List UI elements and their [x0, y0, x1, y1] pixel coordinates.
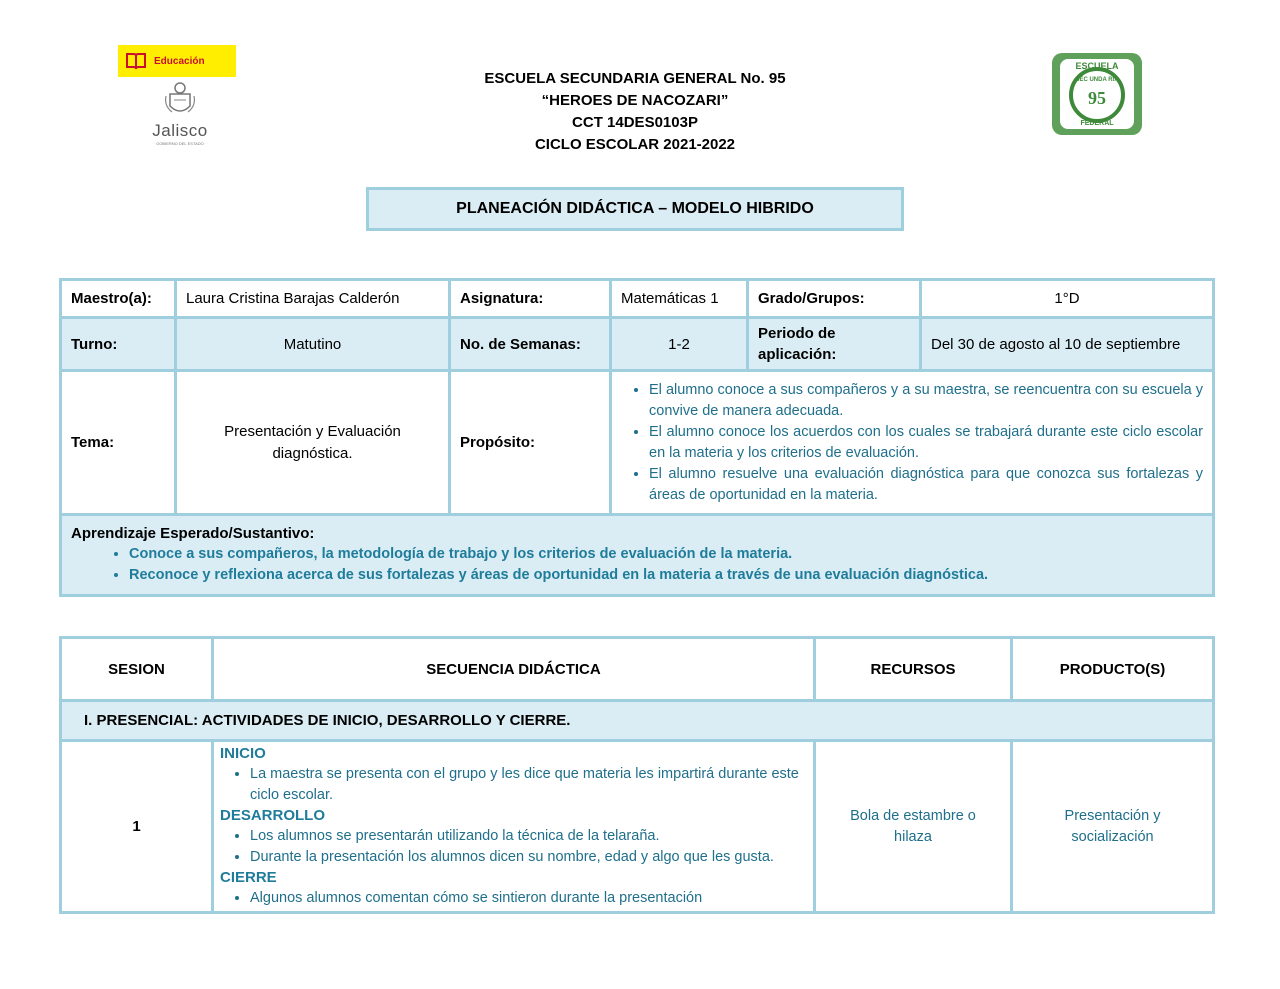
topic-value: Presentación y Evaluación diagnóstica.	[176, 371, 450, 515]
period-value: Del 30 de agosto al 10 de septiembre	[921, 318, 1214, 371]
sequence-table	[59, 636, 1215, 914]
resources-value: Bola de estambre o hilaza	[815, 741, 1012, 913]
learning-list	[71, 544, 1203, 586]
jalisco-logo-text: Jalisco	[152, 121, 208, 140]
jalisco-logo	[140, 80, 220, 146]
section-title: I. PRESENCIAL: ACTIVIDADES DE INICIO, DESARROLLO Y CIERRE.	[61, 701, 1214, 741]
book-icon	[126, 52, 146, 70]
weeks-value: 1-2	[611, 318, 748, 371]
school-header	[385, 68, 885, 156]
seal-number: 95	[1088, 88, 1106, 108]
shift-label: Turno:	[61, 318, 176, 371]
topic-label: Tema:	[61, 371, 176, 515]
session-number: 1	[61, 741, 213, 913]
subject-label: Asignatura:	[450, 280, 611, 318]
period-label: Periodo de aplicación:	[748, 318, 921, 371]
header-sequence: SECUENCIA DIDÁCTICA	[213, 638, 815, 701]
learning-cell	[61, 515, 1214, 596]
desarrollo-title: DESARROLLO	[220, 807, 325, 824]
education-logo-text: Educación	[154, 55, 205, 67]
shift-value: Matutino	[176, 318, 450, 371]
jalisco-logo-subtext: GOBIERNO DEL ESTADO	[156, 141, 204, 146]
inicio-list	[220, 764, 807, 806]
cierre-list	[220, 888, 807, 909]
subject-value: Matemáticas 1	[611, 280, 748, 318]
purpose-label: Propósito:	[450, 371, 611, 515]
grade-label: Grado/Grupos:	[748, 280, 921, 318]
learning-item: • Conoce a sus compañeros, la metodología de trabajo y los criterios de evaluación de la materia.	[129, 544, 1203, 565]
teacher-label: Maestro(a):	[61, 280, 176, 318]
learning-label: Aprendizaje Esperado/Sustantivo:	[71, 525, 315, 542]
cierre-title: CIERRE	[220, 869, 277, 886]
school-cycle: CICLO ESCOLAR 2021-2022	[534, 136, 736, 153]
teacher-value: Laura Cristina Barajas Calderón	[176, 280, 450, 318]
school-name: ESCUELA SECUNDARIA GENERAL No. 95	[484, 70, 786, 87]
inicio-item: • La maestra se presenta con el grupo y les dice que materia les impartirá durante este ciclo escolar.	[250, 764, 807, 806]
coat-of-arms-icon	[162, 80, 198, 118]
desarrollo-item: • Durante la presentación los alumnos dicen su nombre, edad y algo que les gusta.	[250, 847, 807, 868]
desarrollo-list	[220, 826, 807, 868]
header-products: PRODUCTO(S)	[1012, 638, 1214, 701]
weeks-label: No. de Semanas:	[450, 318, 611, 371]
info-table	[59, 278, 1215, 597]
document-title: PLANEACIÓN DIDÁCTICA – MODELO HIBRIDO	[366, 187, 904, 231]
purpose-item: • El alumno conoce los acuerdos con los cuales se trabajará durante este ciclo escolar en la materia y los criterios de evaluación.	[649, 422, 1203, 464]
seal-text-mid: SEC UNDA RIA	[1075, 77, 1119, 83]
cierre-item: • Algunos alumnos comentan cómo se sintieron durante la presentación	[250, 888, 807, 909]
school-cct: CCT 14DES0103P	[572, 114, 698, 131]
purpose-item: • El alumno resuelve una evaluación diagnóstica para que conozca sus fortalezas y áreas de oportunidad en la materia.	[649, 464, 1203, 506]
desarrollo-item: • Los alumnos se presentarán utilizando la técnica de la telaraña.	[250, 826, 807, 847]
header-session: SESION	[61, 638, 213, 701]
purpose-list	[621, 380, 1203, 506]
school-seal	[1050, 45, 1144, 139]
purpose-item: • El alumno conoce a sus compañeros y a su maestra, se reencuentra con su escuela y convive de manera adecuada.	[649, 380, 1203, 422]
grade-value: 1°D	[921, 280, 1214, 318]
products-value: Presentación y socialización	[1012, 741, 1214, 913]
school-motto: “HEROES DE NACOZARI”	[541, 92, 729, 109]
inicio-title: INICIO	[220, 745, 266, 762]
seal-text-bottom: FEDERAL	[1080, 120, 1114, 127]
header-resources: RECURSOS	[815, 638, 1012, 701]
purpose-cell	[611, 371, 1214, 515]
seal-text-top: ESCUELA	[1075, 61, 1119, 71]
learning-item: • Reconoce y reflexiona acerca de sus fortalezas y áreas de oportunidad en la materia a través de una evaluación diagnóstica.	[129, 565, 1203, 586]
sequence-cell	[213, 741, 815, 913]
education-logo	[118, 45, 236, 77]
